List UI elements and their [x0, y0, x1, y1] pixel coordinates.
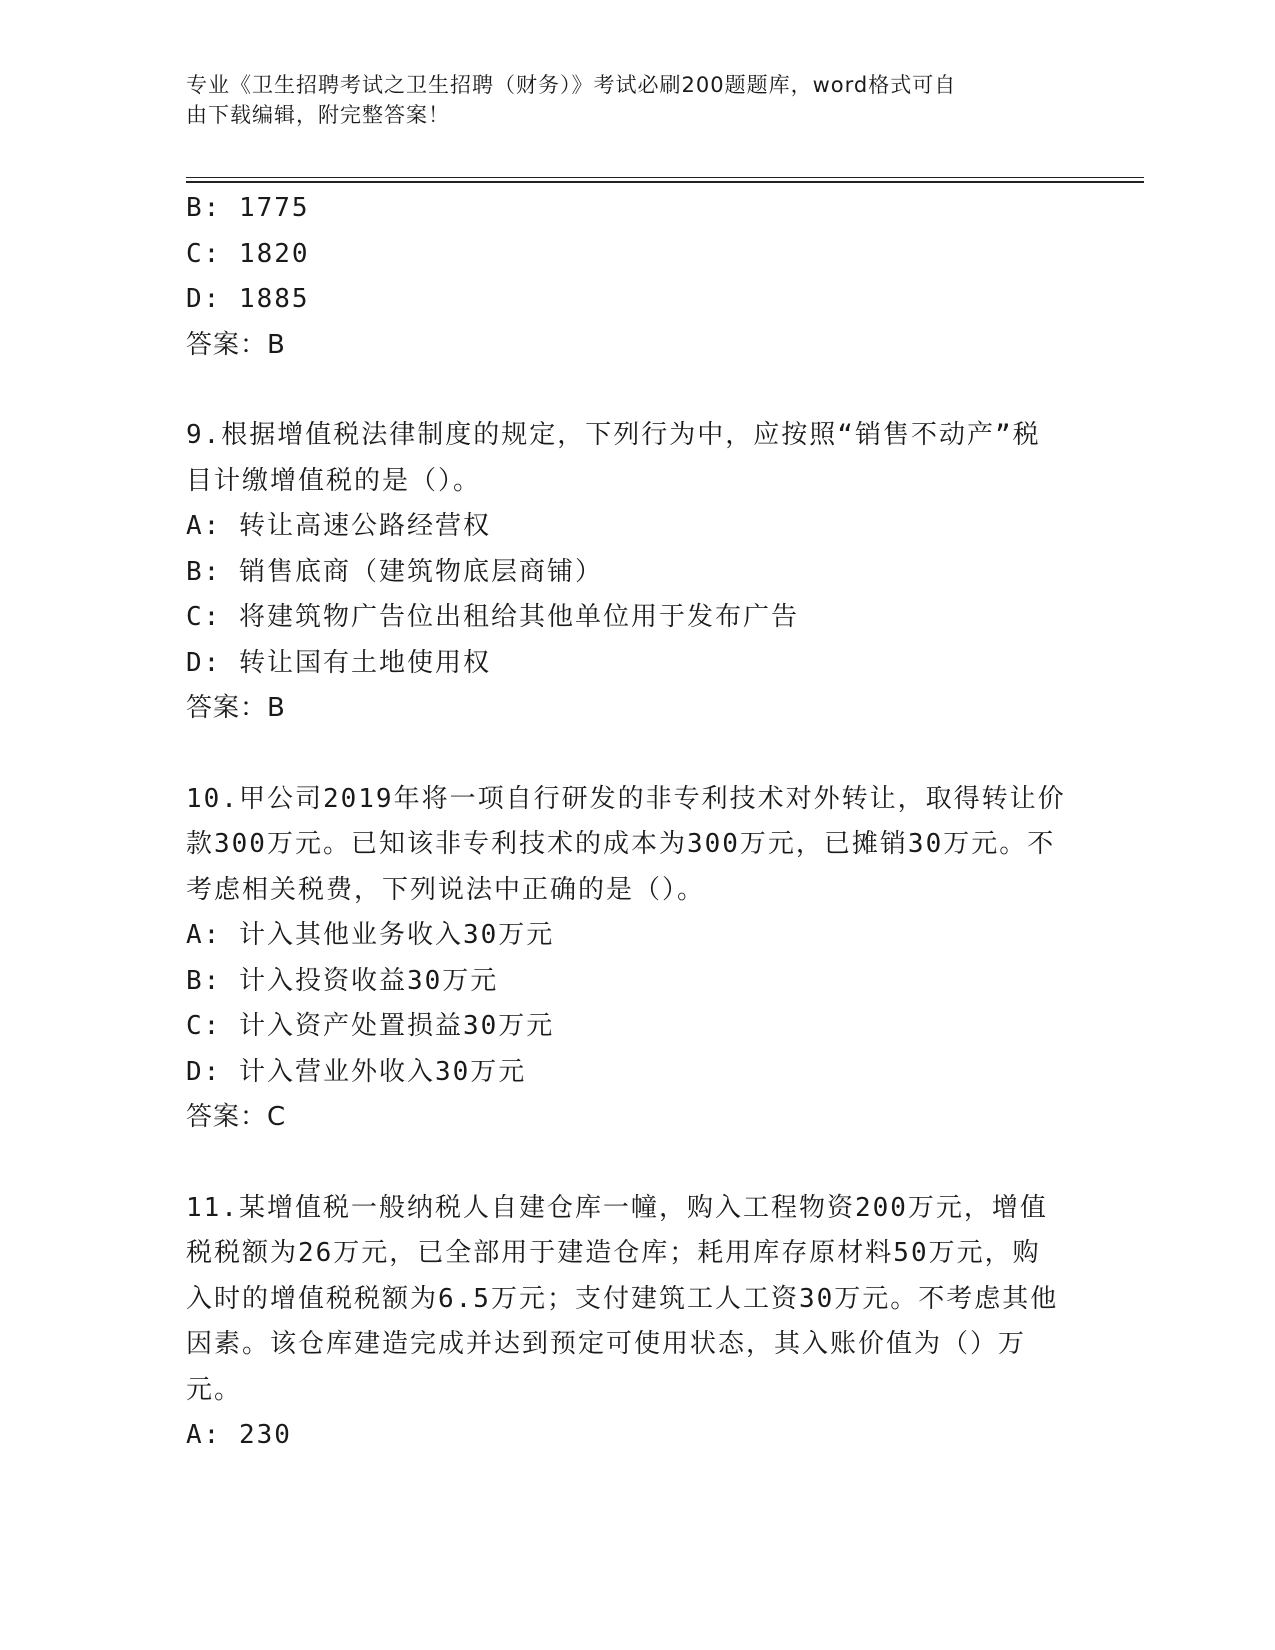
option-d: D: 1885	[186, 284, 310, 314]
option-c: C: 将建筑物广告位出租给其他单位用于发布广告	[186, 602, 799, 632]
answer: 答案：B	[186, 329, 286, 360]
option-c: C: 1820	[186, 238, 310, 269]
option-a: A: 转让高速公路经营权	[186, 511, 491, 541]
document-body	[186, 186, 1086, 1459]
option-a: A: 计入其他业务收入30万元	[186, 920, 555, 950]
header-line-2: 由下载编辑，附完整答案！	[186, 103, 450, 127]
option-b: B: 销售底商（建筑物底层商铺）	[186, 556, 603, 587]
option-c: C: 计入资产处置损益30万元	[186, 1011, 555, 1041]
option-b: B: 1775	[186, 193, 310, 223]
option-b: B: 计入投资收益30万元	[186, 965, 499, 996]
header-divider-thick	[186, 181, 1144, 183]
question-11	[186, 1186, 1086, 1459]
question-8	[186, 186, 1086, 368]
spacer	[186, 732, 1086, 777]
header-divider-thin	[186, 177, 1144, 178]
answer: 答案：B	[186, 693, 286, 723]
question-10	[186, 777, 1086, 1141]
question-stem: 9.根据增值税法律制度的规定，下列行为中，应按照“销售不动产”税目计缴增值税的是（）。	[186, 420, 1041, 496]
spacer	[186, 1141, 1086, 1186]
option-d: D: 计入营业外收入30万元	[186, 1056, 527, 1087]
question-stem: 10.甲公司2019年将一项自行研发的非专利技术对外转让，取得转让价款300万元。已知该非专利技术的成本为300万元，已摊销30万元。不考虑相关税费，下列说法中正确的是（）。	[186, 783, 1066, 905]
question-9	[186, 413, 1086, 732]
document-header	[186, 70, 1066, 130]
spacer	[186, 368, 1086, 413]
option-d: D: 转让国有土地使用权	[186, 647, 491, 678]
option-a: A: 230	[186, 1420, 292, 1450]
header-line-1: 专业《卫生招聘考试之卫生招聘（财务）》考试必刷200题题库，word格式可自	[186, 73, 957, 97]
answer: 答案：C	[186, 1102, 287, 1132]
question-stem: 11.某增值税一般纳税人自建仓库一幢，购入工程物资200万元，增值税税额为26万元，已全部用于建造仓库；耗用库存原材料50万元，购入时的增值税税额为6.5万元；支付建筑工人工资30万元。不考虑其他因素。该仓库建造完成并达到预定可使用状态，其入账价值为（）万元。	[186, 1192, 1059, 1405]
